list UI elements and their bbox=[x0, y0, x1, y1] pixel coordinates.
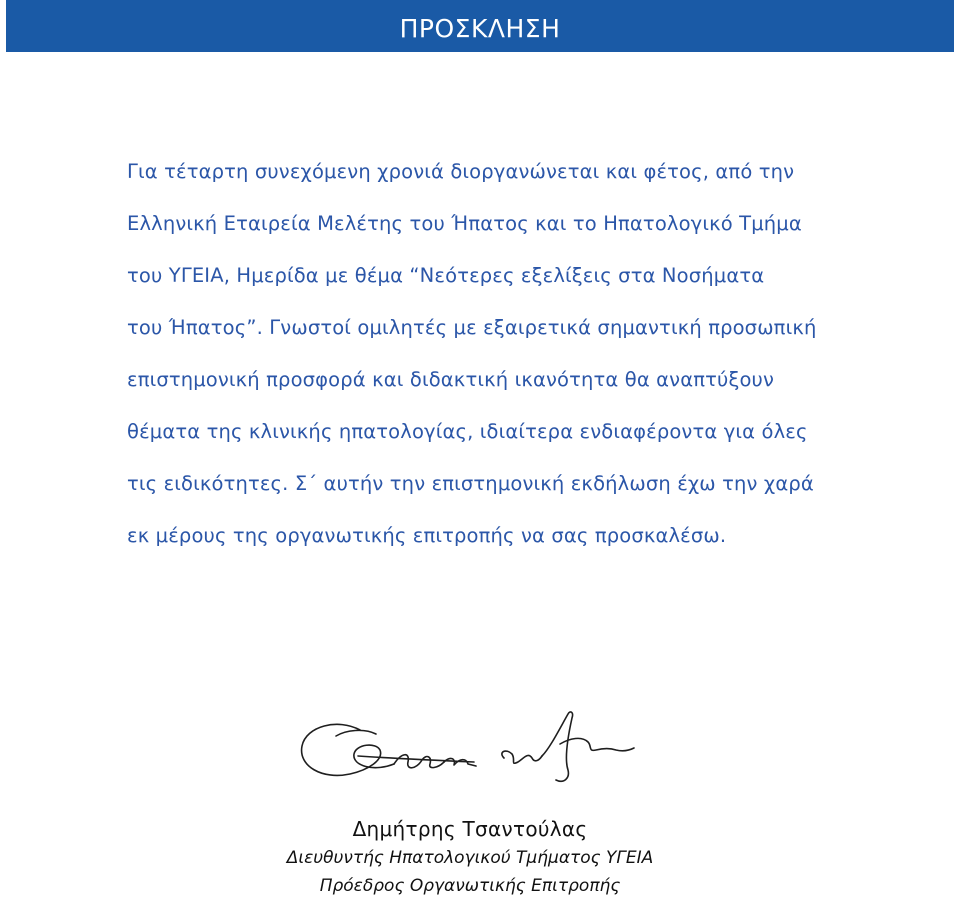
body-line: του Ήπατος”. Γνωστοί ομιλητές με εξαιρετικά σημαντική προσωπική bbox=[127, 316, 817, 339]
body-line: του ΥΓΕΙΑ, Ημερίδα με θέμα “Νεότερες εξελίξεις στα Νοσήματα bbox=[127, 264, 765, 287]
signatory-name: Δημήτρης Τσαντούλας bbox=[352, 817, 588, 841]
body-line: επιστημονική προσφορά και διδακτική ικανότητα θα αναπτύξουν bbox=[127, 368, 775, 391]
signature-block bbox=[0, 814, 940, 900]
invitation-body bbox=[127, 146, 852, 562]
header-band bbox=[6, 0, 954, 52]
body-line: Για τέταρτη συνεχόμενη χρονιά διοργανώνεται και φέτος, από την bbox=[127, 160, 795, 183]
signatory-position: Διευθυντής Ηπατολογικού Τμήματος ΥΓΕΙΑ bbox=[286, 848, 654, 868]
body-line: Ελληνική Εταιρεία Μελέτης του Ήπατος και το Ηπατολογικό Τμήμα bbox=[127, 212, 802, 235]
body-line: εκ μέρους της οργανωτικής επιτροπής να σας προσκαλέσω. bbox=[127, 524, 727, 547]
body-line: θέματα της κλινικής ηπατολογίας, ιδιαίτερα ενδιαφέροντα για όλες bbox=[127, 420, 808, 443]
page-title: ΠΡΟΣΚΛΗΣΗ bbox=[399, 13, 561, 43]
signatory-role: Πρόεδρος Οργανωτικής Επιτροπής bbox=[319, 876, 621, 896]
body-line: τις ειδικότητες. Σ΄ αυτήν την επιστημονική εκδήλωση έχω την χαρά bbox=[127, 472, 814, 495]
handwritten-signature bbox=[298, 708, 638, 790]
